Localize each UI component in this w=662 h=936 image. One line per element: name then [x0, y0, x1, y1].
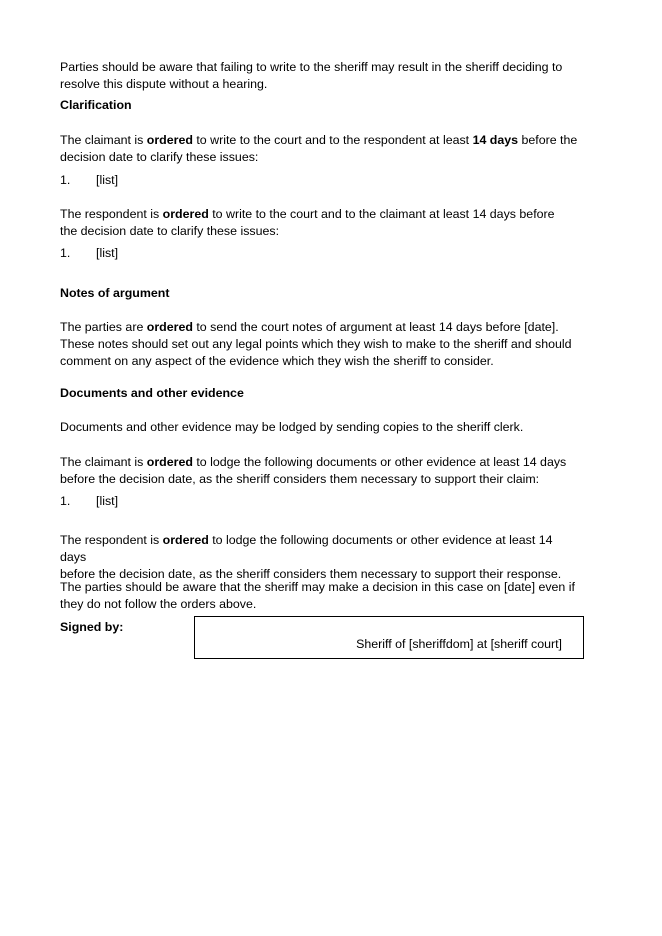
list-number: 1.: [60, 494, 71, 508]
sheriff-designation: Sheriff of [sheriffdom] at [sheriff court]: [356, 637, 562, 651]
ordered-emphasis: ordered: [162, 207, 209, 221]
ordered-emphasis: ordered: [162, 533, 209, 547]
ordered-emphasis: ordered: [146, 133, 193, 147]
text-run: they do not follow the orders above.: [60, 597, 257, 611]
warning-paragraph: [60, 579, 580, 613]
documents-heading: Documents and other evidence: [60, 386, 244, 400]
list-text: [list]: [96, 494, 119, 508]
intro-line-1: Parties should be aware that failing to write to the sheriff may result in the sheriff deciding to: [60, 60, 563, 74]
text-run: The claimant is: [60, 133, 147, 147]
claimant-documents-paragraph: [60, 454, 580, 488]
text-run: The respondent is: [60, 207, 163, 221]
list-text: [list]: [96, 173, 119, 187]
intro-line-2: resolve this dispute without a hearing.: [60, 77, 268, 91]
text-run: to lodge the following documents or other evidence at least 14 days: [60, 533, 553, 564]
ordered-emphasis: ordered: [146, 320, 193, 334]
text-run: The parties should be aware that the sheriff may make a decision in this case on [date] even if: [60, 580, 575, 594]
respondent-documents-paragraph: [60, 532, 580, 583]
text-run: to write to the court and to the claimant at least 14 days before: [208, 207, 555, 221]
text-run: to write to the court and to the respondent at least: [192, 133, 473, 147]
claimant-clarify-paragraph: [60, 132, 580, 166]
list-item: [60, 172, 118, 189]
notes-heading: Notes of argument: [60, 286, 170, 300]
list-number: 1.: [60, 246, 71, 260]
list-item: [60, 493, 118, 510]
text-run: decision date to clarify these issues:: [60, 150, 259, 164]
days-emphasis: 14 days: [472, 133, 519, 147]
ordered-emphasis: ordered: [146, 455, 193, 469]
signed-by-label: Signed by:: [60, 620, 124, 634]
text-run: The respondent is: [60, 533, 163, 547]
documents-intro: Documents and other evidence may be lodged by sending copies to the sheriff clerk.: [60, 420, 524, 434]
text-run: to lodge the following documents or other evidence at least 14 days: [192, 455, 567, 469]
text-run: before the decision date, as the sheriff considers them necessary to support their claim:: [60, 472, 540, 486]
text-run: before the: [518, 133, 578, 147]
clarification-heading: Clarification: [60, 98, 132, 112]
text-run: These notes should set out any legal points which they wish to make to the sheriff and should: [60, 337, 572, 351]
list-item: [60, 245, 118, 262]
text-run: The claimant is: [60, 455, 147, 469]
text-run: before the decision date, as the sheriff considers them necessary to support their response.: [60, 567, 562, 581]
text-run: The parties are: [60, 320, 147, 334]
text-run: to send the court notes of argument at least 14 days before [date].: [192, 320, 559, 334]
respondent-clarify-paragraph: [60, 206, 580, 240]
text-run: comment on any aspect of the evidence which they wish the sheriff to consider.: [60, 354, 494, 368]
list-text: [list]: [96, 246, 119, 260]
text-run: the decision date to clarify these issues:: [60, 224, 280, 238]
signature-box[interactable]: [194, 616, 584, 659]
notes-paragraph: [60, 319, 580, 370]
intro-paragraph: [60, 59, 580, 93]
list-number: 1.: [60, 173, 71, 187]
